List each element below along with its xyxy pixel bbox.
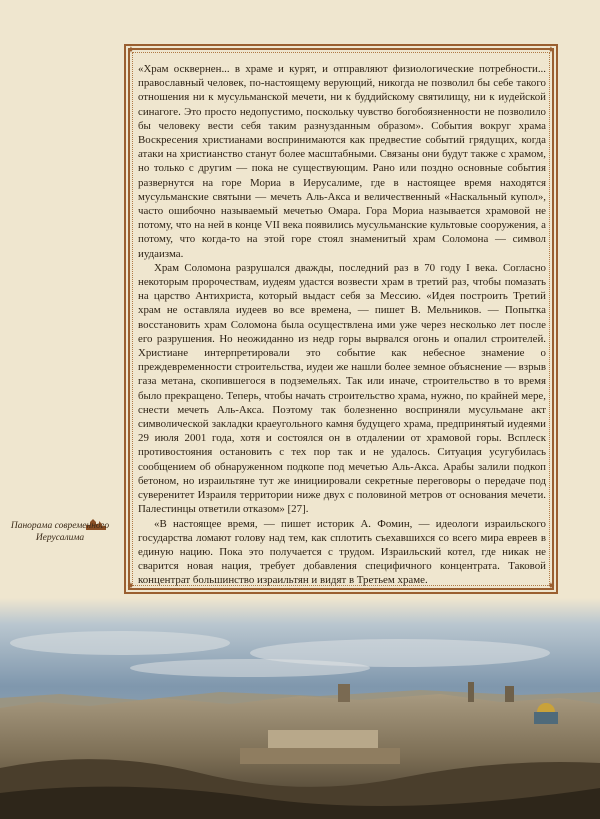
frame-corner-ornament: ✦ bbox=[546, 581, 556, 592]
paragraph: Храм Соломона разрушался дважды, последний раз в 70 году I века. Согласно некоторым пророчествам, иудеям удастся возвести храм в третий раз, чтобы помазать на царство Антихриста, который выдаст себя за Мессию. «Идея построить Третий храм не оставляла иудеев во все времена, — пишет В. Мельников. — Попытка восстановить храм Соломона была осуществлена ими уже через несколько лет после его разрушения. Но неожиданно из недр горы вырвался огонь и опалил строителей. Христиане интерпретировали это событие как небесное знамение о преждевременности строительства, иудеи же нашли более земное объяснение — взрыв газа метана, скопившегося в подземельях. Так или иначе, строительство в то время было прекращено. Теперь, чтобы начать строительство храма, нужно, по крайней мере, снести мечеть Аль-Акса. Поэтому так болезненно восприняли мусульмане акт символической закладки краеугольного камня будущего храма, предпринятый иудеями 29 июля 2001 года, хотя и состоялся он в отдалении от храмовой горы. Всплеск противостояния остановить с тех пор так и не удалось. Ситуация усугубилась сообщением об обнаруженном подкопе под мечетью Аль-Акса. Арабы залили подкоп бетоном, но израильтяне тут же инициировали секретные переговоры о передаче под суверенитет Израиля территории ниже двух с половиной метров от основания мечети. Палестинцы ответили отказом» [27]. bbox=[138, 261, 546, 516]
frame-corner-ornament: ✦ bbox=[546, 45, 556, 56]
paragraph: «В настоящее время, — пишет историк А. Фомин, — идеологи израильского государства ломают голову над тем, как сплотить съехавшихся со всего мира евреев в единую нацию. Пока это получается с трудом. Израильский котел, где никак не сварится новая нация, требует добавления специфичного концентрата. Таковой концентрат большинство израильтян и видят в Третьем храме. bbox=[138, 517, 546, 587]
frame-corner-ornament: ✦ bbox=[126, 581, 136, 592]
body-text bbox=[138, 62, 546, 588]
jerusalem-panorama-photo bbox=[0, 598, 600, 819]
frame-corner-ornament: ✦ bbox=[126, 45, 136, 56]
image-caption: Панорама современного Иерусалима bbox=[10, 521, 110, 543]
paragraph: «Храм осквернен... в храме и курят, и отправляют физиологические потребности... православный человек, по-настоящему верующий, никогда не позволил бы себе такого отношения ни к мусульманской мечети, ни к буддийскому святилищу, ни к иудейской синагоге. Это просто недопустимо, поскольку чувство богобоязненности не позволило бы человеку вести себя таким разнузданным образом». События вокруг храма Воскресения христианами воспринимаются как предвестие событий грядущих, когда атаки на христианство станут более масштабными. Связаны они будут также с храмом, но только с другим — пока не существующим. Рано или поздно основные события развернутся на горе Мориа в Иерусалиме, где в настоящее время находятся мусульманские святыни — мечеть Аль-Акса и величественный «Наскальный купол», часто ошибочно называемый мечетью Омара. Гора Мориа называется храмовой не потому, что на ней в конце VII века появились мусульманские культовые сооружения, а потому, что когда-то на этой горе стоял знаменитый храм Соломона — символ иудаизма. bbox=[138, 63, 546, 260]
